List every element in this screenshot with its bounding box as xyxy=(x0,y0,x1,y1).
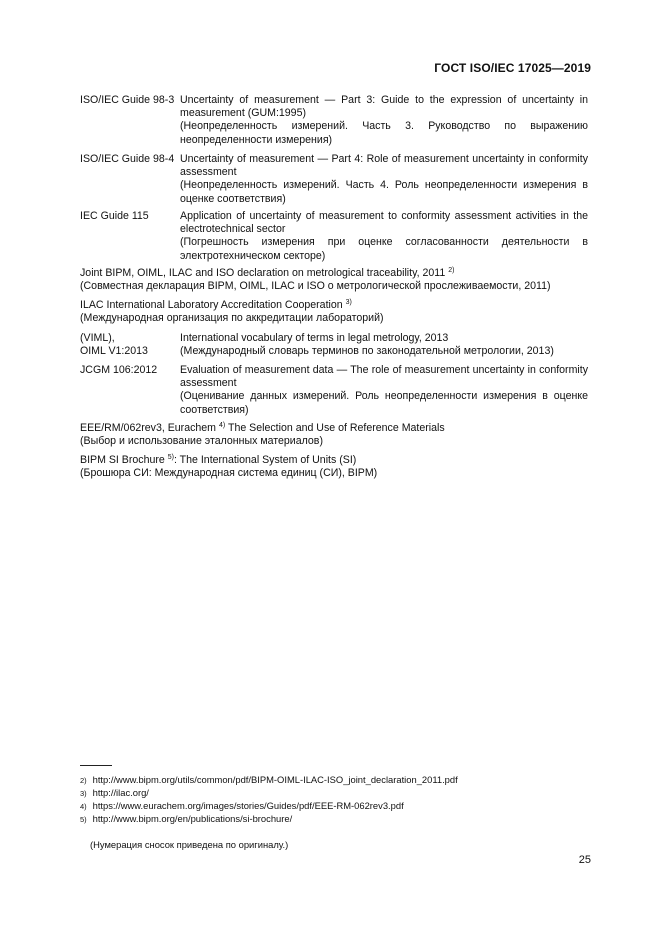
footnote-link[interactable]: http://ilac.org/ xyxy=(92,787,149,798)
reference-entry xyxy=(80,94,588,147)
oiml-code: OIML V1:2013 xyxy=(80,345,148,358)
reference-entry xyxy=(80,210,588,263)
footnote-number: 3) xyxy=(80,789,87,798)
jcgm-entry xyxy=(80,364,588,417)
footnote xyxy=(80,800,404,813)
footnote xyxy=(80,774,458,787)
footnote-divider xyxy=(80,765,112,766)
page-number: 25 xyxy=(578,854,591,866)
reference-title-ru: (Неопределенность измерений. Часть 3. Руководство по выражению неопределенности измерения) xyxy=(180,120,588,146)
eurachem-title-ru: (Выбор и использование эталонных материалов) xyxy=(80,435,323,448)
bipm-entry xyxy=(80,454,590,480)
reference-title-en: Evaluation of measurement data — The role of measurement uncertainty in conformity assessment xyxy=(180,364,588,390)
reference-title-ru: (Неопределенность измерений. Часть 4. Роль неопределенности измерения в оценке соответствия) xyxy=(180,179,588,205)
footnote-number: 4) xyxy=(80,802,87,811)
reference-code: ISO/IEC Guide 98-3 xyxy=(80,94,175,106)
bipm-code: BIPM SI Brochure xyxy=(80,454,165,466)
ilac-entry xyxy=(80,299,590,325)
ilac-title: ILAC International Laboratory Accreditation Cooperation xyxy=(80,299,343,311)
footnote-marker: 2) xyxy=(448,267,455,274)
joint-declaration-ru: (Совместная декларация BIPM, OIML, ILAC и ISO о метрологической прослеживаемости, 2011) xyxy=(80,280,551,293)
footnote-marker: 3) xyxy=(345,299,352,306)
footnote-link[interactable]: http://www.bipm.org/en/publications/si-brochure/ xyxy=(92,813,293,824)
viml-code: (VIML), xyxy=(80,332,115,344)
footnote xyxy=(80,813,292,826)
footnote-number: 5) xyxy=(80,815,87,824)
reference-title-en: Uncertainty of measurement — Part 4: Role of measurement uncertainty in conformity assessment xyxy=(180,153,588,179)
viml-entry xyxy=(80,332,588,358)
ilac-title-ru: (Международная организация по аккредитации лабораторий) xyxy=(80,312,384,325)
footnote-link[interactable]: https://www.eurachem.org/images/stories/Guides/pdf/EEE-RM-062rev3.pdf xyxy=(92,800,404,811)
joint-declaration-entry xyxy=(80,267,590,293)
eurachem-entry xyxy=(80,422,590,448)
eurachem-code: EEE/RM/062rev3, Eurachem xyxy=(80,422,217,434)
reference-title-ru: (Оценивание данных измерений. Роль неопределенности измерения в оценке соответствия) xyxy=(180,390,588,416)
bipm-title-ru: (Брошюра СИ: Международная система единиц (СИ), BIPM) xyxy=(80,467,378,480)
reference-code: ISO/IEC Guide 98-4 xyxy=(80,153,175,165)
reference-title-en: International vocabulary of terms in legal metrology, 2013 xyxy=(180,332,449,344)
bipm-title: : The International System of Units (SI) xyxy=(173,454,357,466)
reference-code: JCGM 106:2012 xyxy=(80,364,158,376)
footnote-link[interactable]: http://www.bipm.org/utils/common/pdf/BIPM-OIML-ILAC-ISO_joint_declaration_2011.pdf xyxy=(92,774,458,785)
reference-code: IEC Guide 115 xyxy=(80,210,149,222)
reference-title-ru: (Погрешность измерения при оценке согласованности деятельности в электротехническом секторе) xyxy=(180,236,588,262)
footnote-numbering-note: (Нумерация сносок приведена по оригиналу.) xyxy=(90,839,289,850)
document-header: ГОСТ ISO/IEC 17025—2019 xyxy=(434,61,591,75)
reference-title-en: Application of uncertainty of measurement to conformity assessment activities in the electrotechnical sector xyxy=(180,210,588,236)
reference-title-ru: (Международный словарь терминов по законодательной метрологии, 2013) xyxy=(180,345,554,358)
joint-declaration-title: Joint BIPM, OIML, ILAC and ISO declaration on metrological traceability, 2011 xyxy=(80,267,446,279)
reference-title-en: Uncertainty of measurement — Part 3: Guide to the expression of uncertainty in measurement (GUM:1995) xyxy=(180,94,588,120)
footnote-number: 2) xyxy=(80,776,87,785)
footnote-marker: 4) xyxy=(218,422,226,429)
eurachem-title: The Selection and Use of Reference Materials xyxy=(227,422,445,434)
reference-entry xyxy=(80,153,588,206)
footnote xyxy=(80,787,149,800)
footnote-marker: 5) xyxy=(167,454,174,461)
